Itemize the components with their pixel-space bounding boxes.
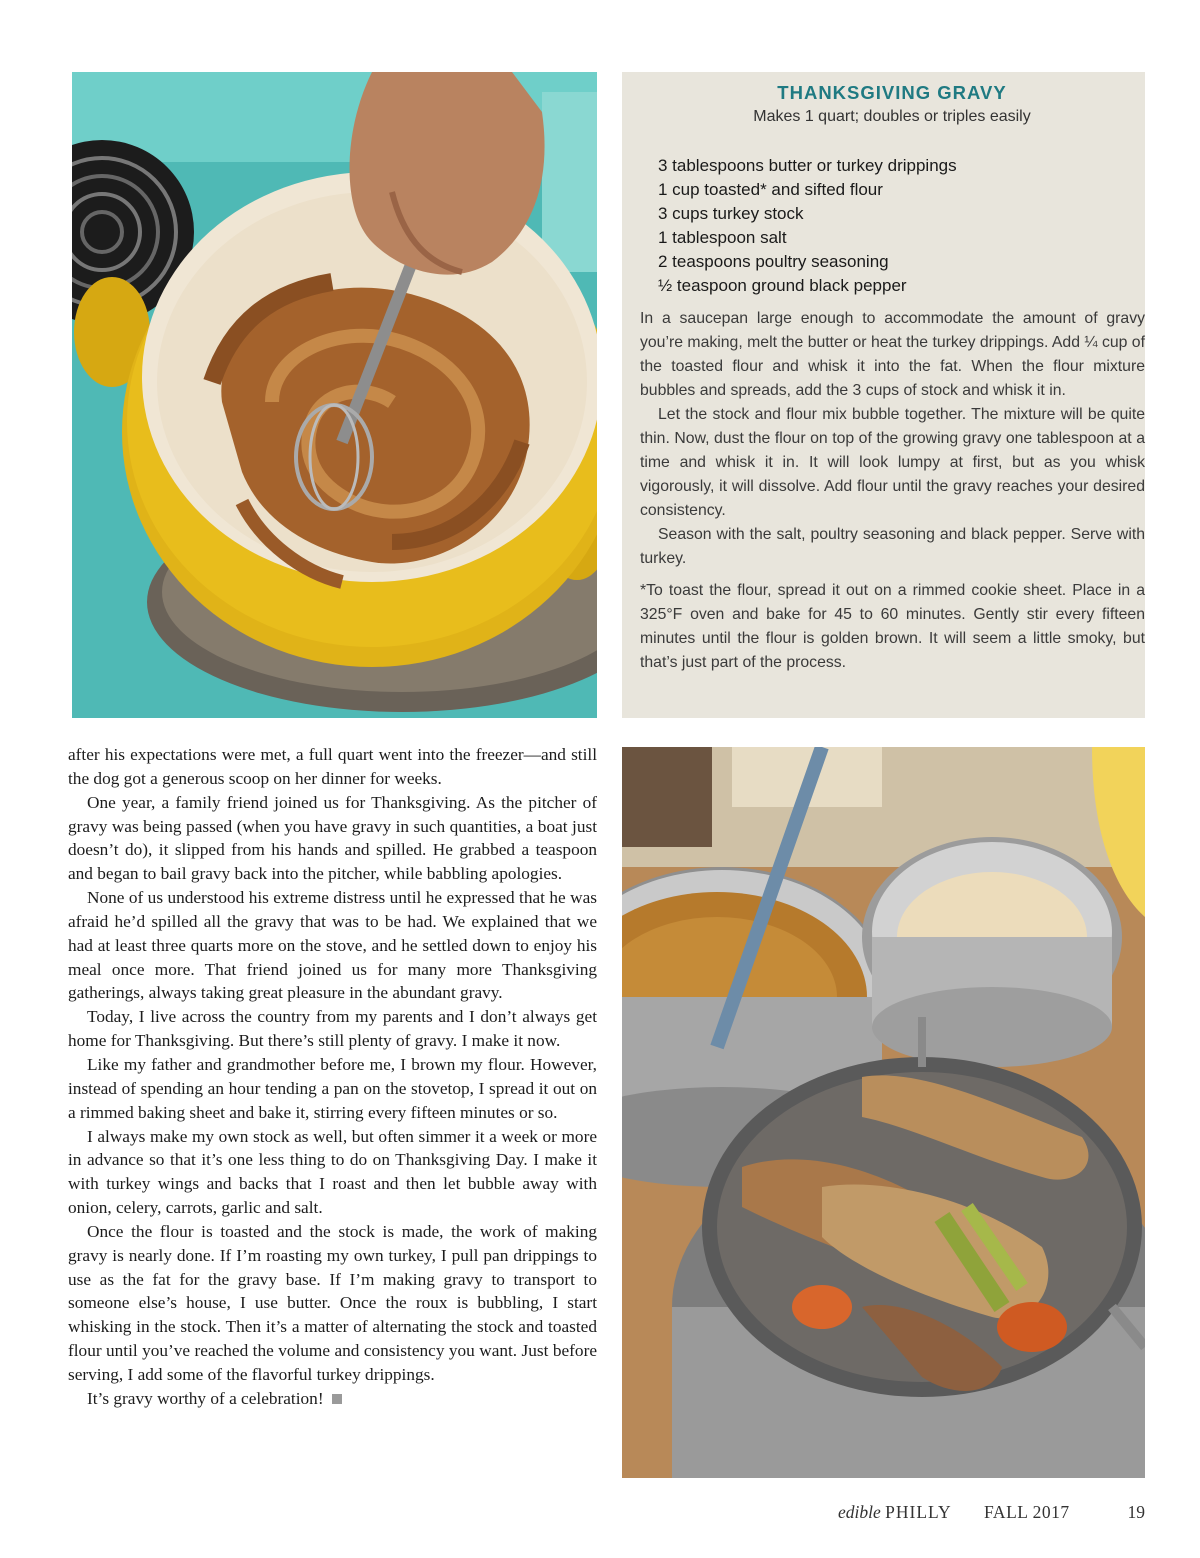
stock-strainer-photo [622, 747, 1145, 1478]
article-paragraph: Once the flour is toasted and the stock is made, the work of making gravy is nearly done. If I’m roasting my own turkey, I pull pan drippings to use as the fat for the gravy base. If I’m making gravy to transport to someone else’s house, I use butter. Once the roux is bubbling, I start whisking in the stock. Then it’s a matter of alternating the stock and toasted flour until you’ve reached the volume and consistency you want. Just before serving, I add some of the flavorful turkey drippings. [68, 1221, 597, 1384]
brand-philly: PHILLY [885, 1502, 952, 1522]
recipe-note: *To toast the flour, spread it out on a rimmed cookie sheet. Place in a 325°F oven and bake for 45 to 60 minutes. Gently stir every fifteen minutes until the flour is golden brown. It will seem a little smoky, but that’s just part of the process. [640, 582, 1145, 671]
ingredient-item: ½ teaspoon ground black pepper [658, 276, 907, 295]
ingredient-item: 1 cup toasted* and sifted flour [658, 180, 883, 199]
issue-label: FALL 2017 [984, 1502, 1070, 1522]
recipe-step: Let the stock and flour mix bubble together. The mixture will be quite thin. Now, dust the flour on top of the growing gravy one tablespoon at a time and whisk it in. It will look lumpy at first, but as you whisk vigorously, it will dissolve. Add flour until the gravy reaches your desired consistency. [640, 406, 1145, 519]
ingredient-item: 3 cups turkey stock [658, 204, 804, 223]
article-paragraph: I always make my own stock as well, but often simmer it a week or more in advance so that it’s one less thing to do on Thanksgiving Day. I make it with turkey wings and backs that I roast and then let bubble away with onion, celery, carrots, garlic and salt. [68, 1126, 597, 1218]
page-footer [780, 1502, 1145, 1526]
recipe-box [622, 72, 1145, 718]
article-paragraph: Today, I live across the country from my parents and I don’t always get home for Thanksgiving. But there’s still plenty of gravy. I make it now. [68, 1007, 597, 1051]
page-number: 19 [1127, 1502, 1145, 1522]
article-paragraph: One year, a family friend joined us for Thanksgiving. As the pitcher of gravy was being passed (when you have gravy in such quantities, a boat just doesn’t do), it slipped from his hands and spilled. He grabbed a teaspoon and began to bail gravy back into the pitcher, while babbling apologies. [68, 792, 597, 884]
ingredient-item: 1 tablespoon salt [658, 228, 787, 247]
end-mark-icon [332, 1394, 342, 1404]
recipe-step: Season with the salt, poultry seasoning and black pepper. Serve with turkey. [640, 526, 1145, 567]
ingredient-item: 3 tablespoons butter or turkey drippings [658, 156, 957, 175]
ingredient-list [658, 154, 957, 298]
article-closing-line: It’s gravy worthy of a celebration! [87, 1388, 324, 1408]
gravy-pot-photo [72, 72, 597, 718]
brand-edible: edible [838, 1502, 881, 1522]
article-paragraph: None of us understood his extreme distress until he expressed that he was afraid he’d spilled all the gravy that was to be had. We explained that we had at least three quarts more on the stove, and he settled down to enjoy his meal once more. That friend joined us for many more Thanksgiving gatherings, always taking great pleasure in the abundant gravy. [68, 888, 597, 1003]
ingredient-item: 2 teaspoons poultry seasoning [658, 252, 889, 271]
recipe-step: In a saucepan large enough to accommodate the amount of gravy you’re making, melt the butter or heat the turkey drippings. Add ¼ cup of the toasted flour and whisk it into the fat. When the flour mixture bubbles and spreads, add the 3 cups of stock and whisk it in. [640, 310, 1145, 399]
article-body [68, 743, 597, 1411]
recipe-title: THANKSGIVING GRAVY [777, 82, 1007, 103]
article-paragraph: Like my father and grandmother before me, I brown my flour. However, instead of spending an hour tending a pan on the stovetop, I spread it out on a rimmed baking sheet and bake it, stirring every fifteen minutes or so. [68, 1054, 597, 1122]
magazine-brand [838, 1502, 952, 1523]
article-last-paragraph [68, 1387, 597, 1411]
recipe-method [640, 307, 1145, 675]
recipe-yield: Makes 1 quart; doubles or triples easily [753, 108, 1031, 125]
article-paragraph: after his expectations were met, a full quart went into the freezer—and still the dog got a generous scoop on her dinner for weeks. [68, 745, 597, 788]
